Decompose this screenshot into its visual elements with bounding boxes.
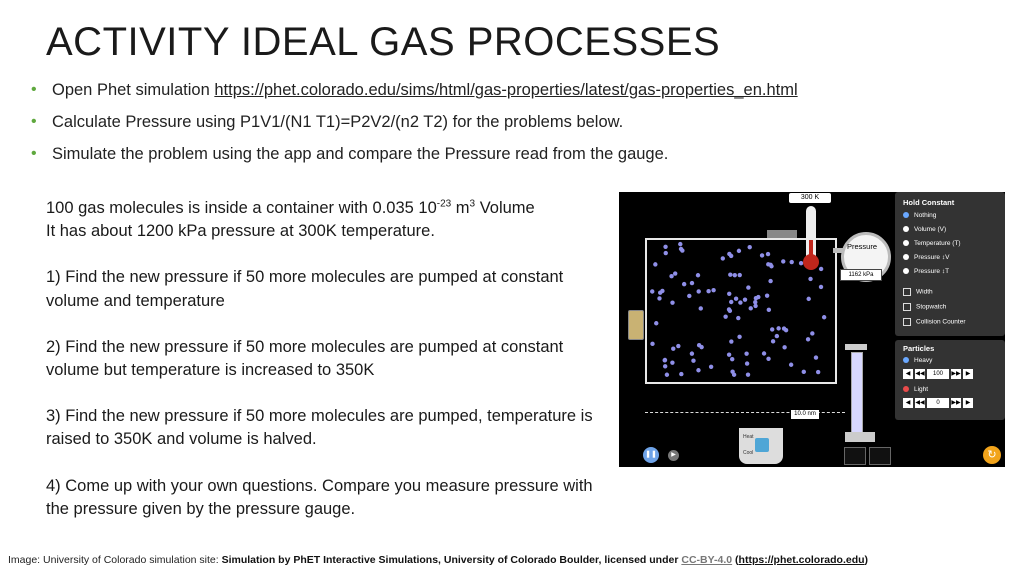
option-label: Nothing (914, 212, 937, 219)
decrease-icon[interactable]: ◀ (903, 398, 913, 408)
radio-icon (903, 254, 909, 260)
check-label: Width (916, 288, 933, 296)
bullet-item (30, 78, 970, 110)
bullet-item (30, 142, 970, 174)
phet-link[interactable]: https://phet.colorado.edu/sims/html/gas-properties/latest/gas-properties_en.html (214, 81, 798, 99)
bullet-text: Simulate the problem using the app and compare the Pressure read from the gauge. (52, 145, 669, 163)
intro-exponent: -23 (436, 198, 452, 210)
phet-site-link[interactable]: https://phet.colorado.edu (738, 554, 865, 566)
increase-more-icon[interactable]: ▶▶ (951, 400, 961, 406)
phet-simulation-screenshot (619, 192, 1005, 467)
light-count[interactable]: 0 (927, 398, 949, 408)
check-label: Collision Counter (916, 318, 966, 326)
intro-line2: It has about 1200 kPa pressure at 300K temperature. (46, 222, 435, 241)
hold-constant-panel (895, 192, 1005, 336)
question-2: 2) Find the new pressure if 50 more molecules are pumped at constant volume but temperature is increased to 350K (46, 337, 564, 380)
page-title: ACTIVITY IDEAL GAS PROCESSES (46, 20, 721, 64)
pump-handle[interactable] (845, 344, 867, 350)
hold-option-volume[interactable] (903, 226, 946, 233)
light-particle-icon (903, 386, 909, 392)
problem-text (46, 197, 606, 544)
particles-panel (895, 340, 1005, 420)
question-1: 1) Find the new pressure if 50 more molecules are pumped at constant volume and temperature (46, 268, 564, 310)
checkbox-icon (903, 288, 911, 296)
increase-icon[interactable]: ▶ (963, 369, 973, 379)
credit-paren-open: ( (732, 554, 739, 566)
reset-icon[interactable]: ↻ (983, 446, 1001, 464)
intro-volume-word: Volume (475, 199, 535, 217)
hold-constant-title: Hold Constant (903, 198, 955, 207)
light-label (903, 386, 928, 393)
decrease-more-icon[interactable]: ◀◀ (915, 400, 925, 406)
light-spinner[interactable] (903, 398, 975, 409)
light-label-text: Light (914, 386, 929, 393)
hold-option-temperature[interactable] (903, 240, 961, 247)
heavy-particle-icon (903, 357, 909, 363)
collision-counter-checkbox[interactable] (903, 318, 966, 326)
heat-cool-bucket (739, 428, 783, 464)
intro-unit: m (451, 199, 470, 217)
increase-icon[interactable]: ▶ (963, 398, 973, 408)
particles-title: Particles (903, 344, 935, 353)
stopwatch-checkbox[interactable] (903, 303, 946, 311)
heavy-label (903, 357, 932, 364)
pressure-gauge-label: Pressure (847, 242, 878, 251)
intro-text: 100 gas molecules is inside a container with 0.035 10 (46, 199, 437, 217)
step-button[interactable]: ▶ (668, 450, 679, 461)
radio-icon (903, 268, 909, 274)
hold-option-pressure-v[interactable] (903, 254, 949, 261)
pause-button[interactable]: ❚❚ (643, 447, 659, 463)
decrease-icon[interactable]: ◀ (903, 369, 913, 379)
image-credit (8, 554, 868, 566)
bullet-icon: • (31, 81, 37, 98)
hold-option-pressure-t[interactable] (903, 268, 949, 275)
radio-icon (903, 212, 909, 218)
screen-button-1[interactable] (844, 447, 866, 465)
bullet-item (30, 110, 970, 142)
heavy-spinner[interactable] (903, 369, 975, 380)
option-label: Pressure ↕T (914, 268, 950, 275)
check-label: Stopwatch (916, 303, 947, 311)
increase-more-icon[interactable]: ▶▶ (951, 371, 961, 377)
bullet-text: Calculate Pressure using P1V1/(N1 T1)=P2V2/(n2 T2) for the problems below. (52, 113, 624, 131)
heat-cool-slider[interactable] (755, 438, 769, 452)
credit-bold: Simulation by PhET Interactive Simulations, University of Colorado Boulder, licensed under (221, 554, 682, 566)
width-checkbox[interactable] (903, 288, 933, 296)
heavy-label-text: Heavy (914, 357, 933, 364)
question-3: 3) Find the new pressure if 50 more molecules are pumped, temperature is raised to 350K and volume is halved. (46, 407, 593, 449)
intro-unit-exponent: 3 (469, 198, 476, 210)
decrease-more-icon[interactable]: ◀◀ (915, 371, 925, 377)
radio-icon (903, 226, 909, 232)
credit-prefix: Image: University of Colorado simulation site: (8, 554, 222, 566)
pressure-readout[interactable]: 1162 kPa (840, 269, 882, 281)
pump-icon[interactable] (851, 352, 863, 434)
option-label: Temperature (T) (914, 240, 961, 247)
hold-option-nothing[interactable] (903, 212, 936, 219)
checkbox-icon (903, 303, 911, 311)
credit-paren-close: ) (864, 554, 869, 566)
bullet-text: Open Phet simulation (52, 81, 215, 99)
instruction-list (30, 78, 970, 174)
question-4: 4) Come up with your own questions. Compare you measure pressure with the pressure given by the pressure gauge. (46, 476, 593, 518)
cool-label: Cool (743, 450, 754, 456)
container-lid[interactable] (767, 230, 797, 238)
screen-button-2[interactable] (869, 447, 891, 465)
option-label: Volume (V) (914, 226, 947, 233)
container-handle[interactable] (628, 310, 644, 340)
heat-label: Heat (743, 434, 754, 440)
heavy-count[interactable]: 100 (927, 369, 949, 379)
radio-icon (903, 240, 909, 246)
option-label: Pressure ↕V (914, 254, 950, 261)
thermometer-bulb (803, 254, 819, 270)
license-link[interactable]: CC-BY-4.0 (681, 554, 733, 566)
checkbox-icon (903, 318, 911, 326)
temperature-readout[interactable]: 300 K (789, 193, 831, 203)
pump-base (845, 432, 875, 442)
width-readout: 10.0 nm (791, 410, 819, 419)
bullet-icon: • (31, 145, 37, 162)
bullet-icon: • (31, 113, 37, 130)
problem-intro (46, 197, 606, 243)
